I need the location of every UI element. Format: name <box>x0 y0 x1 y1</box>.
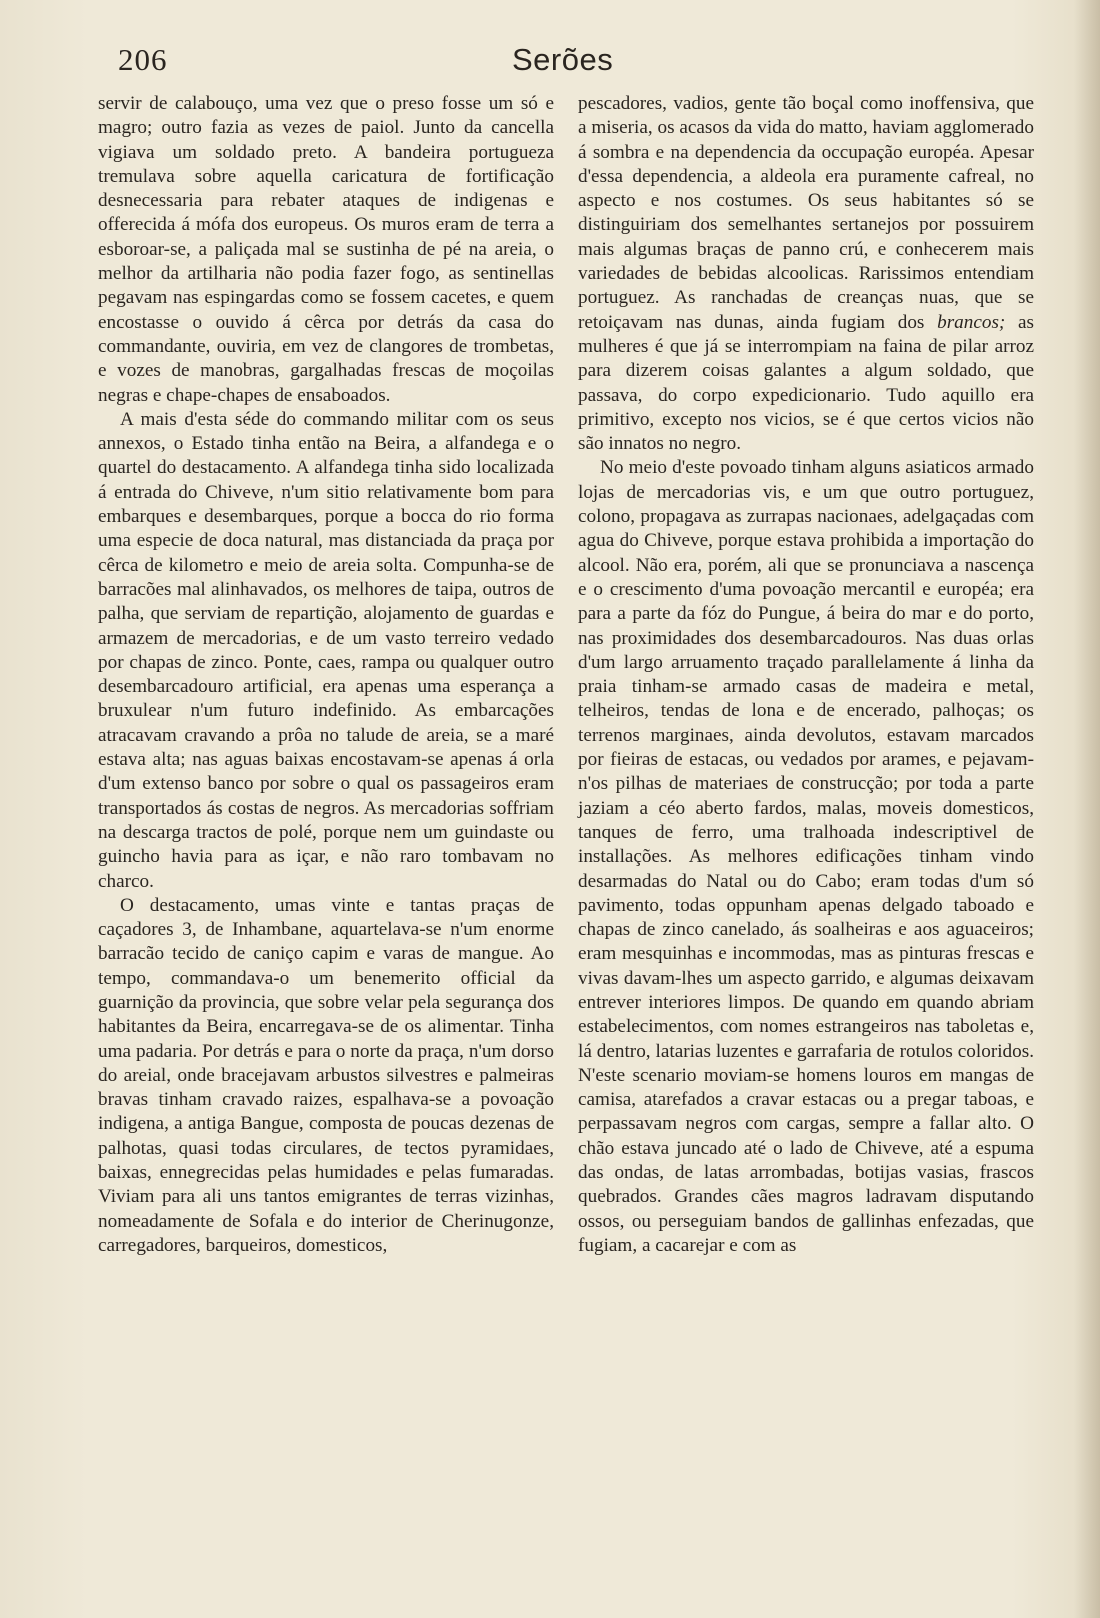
paragraph: servir de calabouço, uma vez que o preso fosse um só e magro; outro fazia as vezes de paiol. Junto da cancella vigiava um soldado preto. A bandeira portugueza tremulava sobre aquella caricatura de fortificação desnecessaria para rebater ataques de indigenas e offerecida á mófa dos europeus. Os muros eram de terra a esboroar-se, a paliçada mal se sustinha de pé na areia, o melhor da artilharia não podia fazer fogo, as sentinellas pegavam nas espingardas como se fossem cacetes, e quem encostasse o ouvido á cêrca por detrás da casa do commandante, ouviria, em vez de clangores de trombetas, e vozes de manobras, gargalhadas frescas de moçoilas negras e chape-chapes de ensaboados. <box>98 93 554 406</box>
italic-word: brancos; <box>937 311 1006 333</box>
text-run: pescadores, vadios, gente tão boçal como inoffensiva, que a miseria, os acasos da vida do matto, haviam agglomerado á sombra e na dependencia da occupação européa. Apesar d'essa dependencia, a aldeola era puramente cafreal, no aspecto e nos costumes. Os seus habitantes só se distinguiriam dos semelhantes sertanejos por possuirem mais algumas braças de panno crú, e conhecerem mais variedades de bebidas alcoolicas. Rarissimos entendiam portuguez. As ranchadas de creanças nuas, que se retoiçavam nas dunas, ainda fugiam dos <box>578 93 1034 333</box>
paragraph: No meio d'este povoado tinham alguns asiaticos armado lojas de mercadorias vis, e um que outro portuguez, colono, propagava as zurrapas nacionaes, adelgaçadas com agua do Chiveve, porque estava prohibida a importação do alcool. Não era, porém, ali que se pronunciava a nascença e o crescimento d'uma povoação mercantil e européa; era para a parte da fóz do Pungue, á beira do mar e do porto, nas proximidades dos desembarcadouros. Nas duas orlas d'um largo arruamento traçado parallelamente á linha da praia tinham-se armado casas de madeira e metal, telheiros, tendas de lona e de encerado, palhoças; os terrenos marginaes, ainda devolutos, estavam marcados por fieiras de estacas, ou vedados por arames, e pejavam-n'os pilhas de materiaes de construcção; por toda a parte jaziam a céo aberto fardos, malas, moveis domesticos, tanques de ferro, uma tralhoada indescriptivel de installações. As melhores edificações tinham vindo desarmadas do Natal ou do Cabo; eram todas d'um só pavimento, todas oppunham apenas delgado taboado e chapas de zinco canelado, ás soalheiras e aos aguaceiros; eram mesquinhas e incommodas, mas as pinturas frescas e vivas davam-lhes um aspecto garrido, e algumas deixavam entrever interiores limpos. De quando em quando abriam estabelecimentos, com nomes estrangeiros nas taboletas e, lá dentro, latarias luzentes e garrafaria de rotulos coloridos. N'este scenario moviam-se homens louros em mangas de camisa, atarefados a cravar estacas ou a pregar taboas, e perpassavam negros com cargas, sempre a fallar alto. O chão estava juncado até o lado de Chiveve, até a espuma das ondas, de latas arrombadas, botijas vasias, frascos quebrados. Grandes cães magros ladravam disputando ossos, ou perseguiam bandos de gallinhas enfezadas, que fugiam, a cacarejar e com as <box>578 457 1034 1256</box>
text-run: as mulheres é que já se interrompiam na faina de pilar arroz para dizerem coisas galantes a algum soldado, que passava, do corpo expedicionario. Tudo aquillo era primitivo, excepto nos vicios, se é que certos vicios não são innatos no negro. <box>578 311 1034 455</box>
paragraph: O destacamento, umas vinte e tantas praças de caçadores 3, de Inhambane, aquartelava-se n'um enorme barracão tecido de caniço capim e varas de mangue. Ao tempo, commandava-o um benemerito official da guarnição da provincia, que sobre velar pela segurança dos habitantes da Beira, encarregava-se de os alimentar. Tinha uma padaria. Por detrás e para o norte da praça, n'um dorso do areial, onde bracejavam arbustos silvestres e palmeiras bravas tinham cravado raizes, espalhava-se a povoação indigena, a antiga Bangue, composta de poucas dezenas de palhotas, quasi todas circulares, de tectos pyramidaes, baixas, ennegrecidas pelas humidades e pelas fumaradas. Viviam para ali uns tantos emigrantes de terras vizinhas, nomeadamente de Sofala e do interior de Cherinugonze, carregadores, barqueiros, domesticos, <box>98 894 554 1256</box>
page-header <box>0 38 1100 88</box>
right-column <box>578 92 1034 1258</box>
page-edge-shadow <box>1074 0 1100 1618</box>
left-column <box>98 92 554 1258</box>
running-title: Serões <box>512 42 614 77</box>
paragraph <box>578 92 1034 456</box>
page-number: 206 <box>118 42 168 77</box>
paragraph: A mais d'esta séde do commando militar com os seus annexos, o Estado tinha então na Beira, a alfandega e o quartel do destacamento. A alfandega tinha sido localizada á entrada do Chiveve, n'um sitio relativamente bom para embarques e desembarques, porque a bocca do rio forma uma especie de doca natural, mas distanciada da praça por cêrca de kilometro e meio de areia solta. Compunha-se de barracões mal alinhavados, os melhores de taipa, outros de palha, que serviam de repartição, alojamento de guardas e armazem de mercadorias, e de um vasto terreiro vedado por chapas de zinco. Ponte, caes, rampa ou qualquer outro desembarcadouro artificial, era apenas uma esperança a bruxulear n'um futuro indefinido. As embarcações atracavam cravando a prôa no talude de areia, se a maré estava alta; nas aguas baixas encostavam-se apenas á orla d'um extenso banco por sobre o qual os passageiros eram transportados ás costas de negros. As mercadorias soffriam na descarga tractos de polé, porque nem um guindaste ou guincho havia para as içar, e não raro tombavam no charco. <box>98 408 554 892</box>
